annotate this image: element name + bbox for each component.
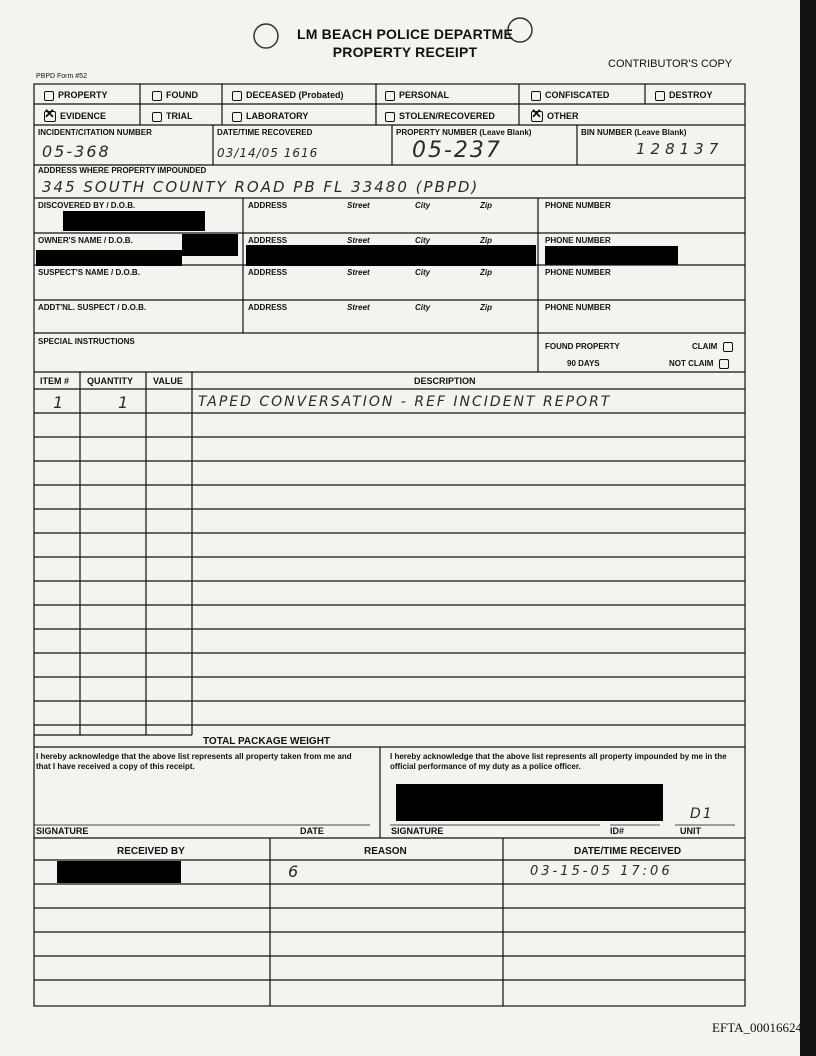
redaction-officer-signature <box>396 784 663 821</box>
checkbox-found[interactable]: FOUND <box>152 90 198 101</box>
checkbox-stolen-recovered[interactable]: STOLEN/RECOVERED <box>385 111 495 122</box>
incident-label: INCIDENT/CITATION NUMBER <box>38 128 152 137</box>
found-property-label: FOUND PROPERTY <box>545 342 620 351</box>
zip-label-1: Zip <box>480 201 492 210</box>
address-impounded-value[interactable]: 345 SOUTH COUNTY ROAD PB FL 33480 (PBPD) <box>42 178 480 196</box>
ack-officer-text: I hereby acknowledge that the above list represents all property impounded by me in the official performance of my duty as a police officer. <box>390 752 727 771</box>
item-1-description[interactable]: TAPED CONVERSATION - REF INCIDENT REPORT <box>198 394 612 410</box>
ack-owner-text: I hereby acknowledge that the above list represents all property taken from me and that I have received a copy of this receipt. <box>36 752 352 771</box>
address-label-4: ADDRESS <box>248 303 288 312</box>
redaction-discovered-by <box>63 211 205 231</box>
address-label-3: ADDRESS <box>248 268 288 277</box>
address-label-2: ADDRESS <box>248 236 288 245</box>
found-days-label: 90 DAYS <box>567 359 600 368</box>
unit-value[interactable]: D1 <box>690 806 714 822</box>
bin-number-label: BIN NUMBER (Leave Blank) <box>581 128 687 137</box>
signature-officer-label: SIGNATURE <box>391 826 444 836</box>
received-datetime-1[interactable]: 03-15-05 17:06 <box>530 864 673 879</box>
addtl-suspect-label: ADDT'NL. SUSPECT / D.O.B. <box>38 303 147 312</box>
checkbox-destroy[interactable]: DESTROY <box>655 90 713 101</box>
zip-label-4: Zip <box>480 303 492 312</box>
not-claim-checkbox[interactable]: NOT CLAIM <box>669 359 733 369</box>
property-number-label: PROPERTY NUMBER (Leave Blank) <box>396 128 532 137</box>
street-label-3: Street <box>347 268 370 277</box>
id-label: ID# <box>610 826 625 836</box>
form-title: PROPERTY RECEIPT <box>332 44 478 60</box>
special-instructions-label: SPECIAL INSTRUCTIONS <box>38 337 135 346</box>
checkbox-evidence[interactable]: ✕EVIDENCE <box>44 111 106 122</box>
street-label-4: Street <box>347 303 370 312</box>
city-label-2: City <box>415 236 431 245</box>
phone-label-2: PHONE NUMBER <box>545 236 611 245</box>
received-reason-1[interactable]: 6 <box>288 862 301 881</box>
owner-name-label: OWNER'S NAME / D.O.B. <box>38 236 133 245</box>
agency-name: LM BEACH POLICE DEPARTME <box>296 26 514 42</box>
phone-label-1: PHONE NUMBER <box>545 201 611 210</box>
zip-label-2: Zip <box>480 236 492 245</box>
copy-label: CONTRIBUTOR'S COPY <box>608 58 733 70</box>
phone-label-3: PHONE NUMBER <box>545 268 611 277</box>
total-package-weight-label: TOTAL PACKAGE WEIGHT <box>203 736 331 747</box>
city-label-3: City <box>415 268 431 277</box>
col-quantity: QUANTITY <box>87 376 133 386</box>
checkbox-personal[interactable]: PERSONAL <box>385 90 449 101</box>
redaction-received-by <box>57 861 181 883</box>
checked-x-icon <box>531 111 543 122</box>
col-received-by: RECEIVED BY <box>117 846 185 857</box>
redaction-owner-phone <box>545 246 678 265</box>
date-value[interactable]: 03/14/05 1616 <box>217 146 319 160</box>
checkbox-laboratory[interactable]: LABORATORY <box>232 111 308 122</box>
bin-number-value[interactable]: 128137 <box>636 140 724 158</box>
redaction-owner-address <box>246 245 536 266</box>
unit-label: UNIT <box>680 826 701 836</box>
item-1-quantity[interactable]: 1 <box>118 393 131 412</box>
checkbox-property[interactable]: PROPERTY <box>44 90 108 101</box>
checkbox-confiscated[interactable]: CONFISCATED <box>531 90 609 101</box>
form-number: PBPD Form #52 <box>36 73 87 80</box>
street-label-2: Street <box>347 236 370 245</box>
claim-checkbox[interactable]: CLAIM <box>692 342 737 352</box>
city-label-1: City <box>415 201 431 210</box>
document-id: EFTA_00016624 <box>712 1020 802 1035</box>
zip-label-3: Zip <box>480 268 492 277</box>
property-number-value[interactable]: 05-237 <box>412 138 502 163</box>
col-reason: REASON <box>364 846 407 857</box>
checkbox-other[interactable]: ✕ OTHER <box>531 111 579 122</box>
city-label-4: City <box>415 303 431 312</box>
address-impounded-label: ADDRESS WHERE PROPERTY IMPOUNDED <box>38 166 207 175</box>
date-sig-label: DATE <box>300 826 324 836</box>
col-item: ITEM # <box>40 376 70 386</box>
item-1-number[interactable]: 1 <box>53 393 66 412</box>
col-description: DESCRIPTION <box>414 376 476 386</box>
col-value: VALUE <box>153 376 183 386</box>
checked-x-icon <box>44 111 56 122</box>
phone-label-4: PHONE NUMBER <box>545 303 611 312</box>
suspect-name-label: SUSPECT'S NAME / D.O.B. <box>38 268 140 277</box>
street-label-1: Street <box>347 201 370 210</box>
redaction-owner-name <box>182 234 238 256</box>
signature-label: SIGNATURE <box>36 826 89 836</box>
redaction-owner-dob <box>36 250 182 266</box>
incident-value[interactable]: 05-368 <box>42 142 111 161</box>
checkbox-trial[interactable]: TRIAL <box>152 111 193 122</box>
date-label: DATE/TIME RECOVERED <box>217 128 313 137</box>
discovered-by-label: DISCOVERED BY / D.O.B. <box>38 201 136 210</box>
col-datetime-received: DATE/TIME RECEIVED <box>574 846 682 857</box>
address-label-1: ADDRESS <box>248 201 288 210</box>
checkbox-deceased[interactable]: DECEASED (Probated) <box>232 90 344 101</box>
